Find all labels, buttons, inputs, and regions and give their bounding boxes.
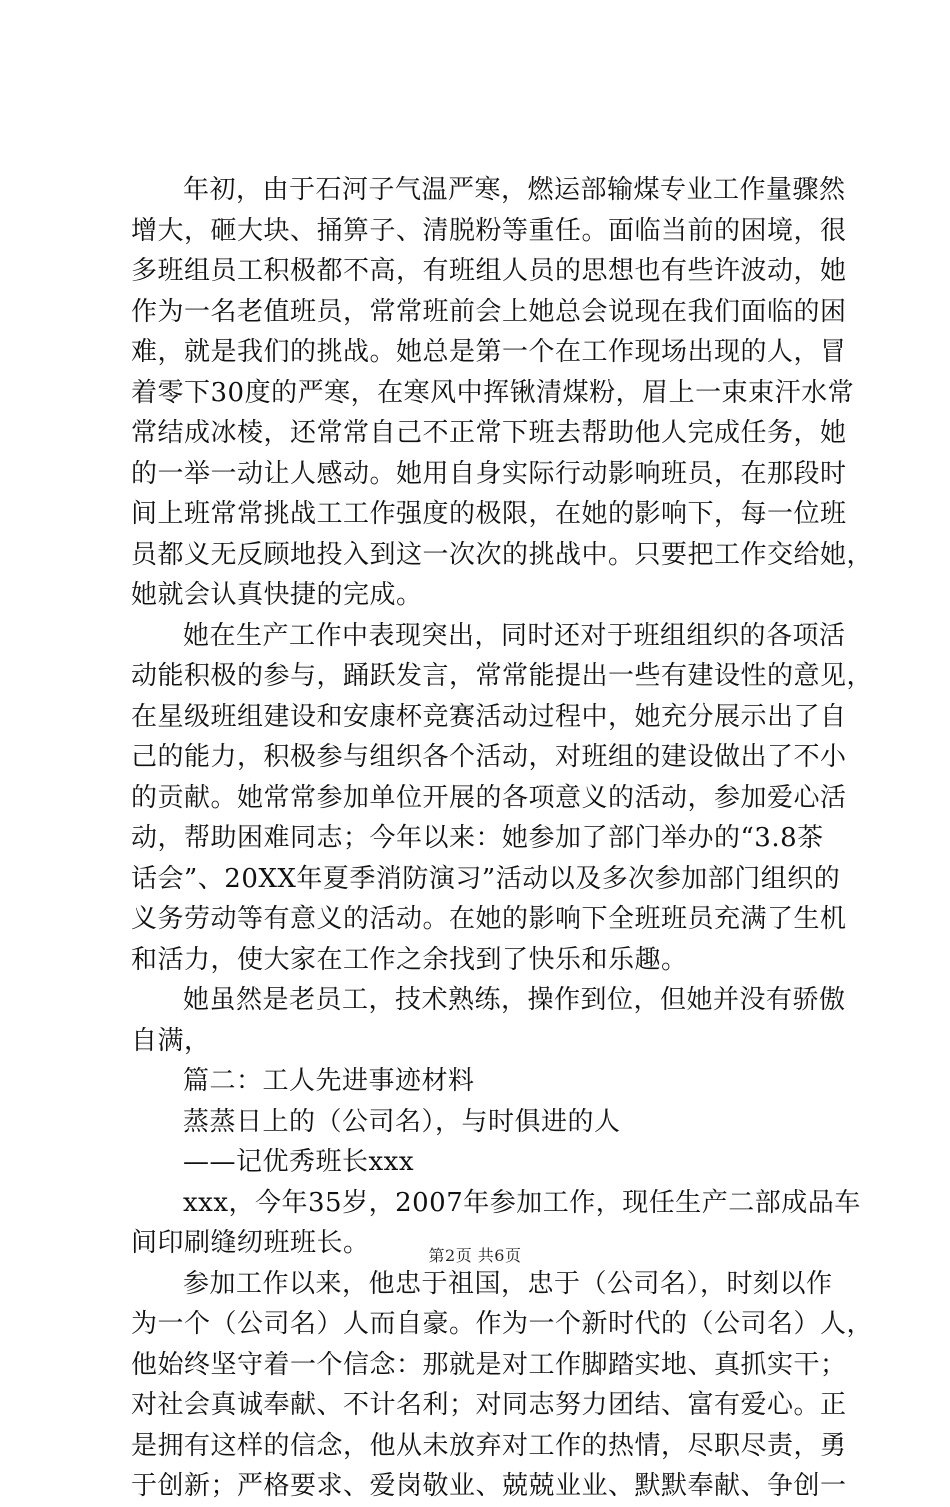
text-line: 动能积极的参与，踊跃发言，常常能提出一些有建设性的意见， xyxy=(131,661,874,691)
document-body xyxy=(131,170,874,1507)
text-line: 话会”、20XX年夏季消防演习”活动以及多次参加部门组织的 xyxy=(131,863,841,894)
text-line: 增大，砸大块、捅箅子、清脱粉等重任。面临当前的困境，很 xyxy=(131,215,847,246)
text-line: 她在生产工作中表现突出，同时还对于班组组织的各项活 xyxy=(183,620,846,651)
text-line: 参加工作以来，他忠于祖国，忠于（公司名），时刻以作 xyxy=(183,1268,833,1299)
text-line: 她就会认真快捷的完成。 xyxy=(131,580,423,610)
text-line: 义务劳动等有意义的活动。在她的影响下全班班员充满了生机 xyxy=(131,904,847,934)
text-line: 的贡献。她常常参加单位开展的各项意义的活动，参加爱心活 xyxy=(131,782,847,813)
text-line: 在星级班组建设和安康杯竞赛活动过程中，她充分展示出了自 xyxy=(131,701,847,732)
text-line: 蒸蒸日上的（公司名），与时俱进的人 xyxy=(183,1106,621,1137)
text-line: 年初，由于石河子气温严寒，燃运部输煤专业工作量骤然 xyxy=(183,175,846,205)
text-line: 和活力，使大家在工作之余找到了快乐和乐趣。 xyxy=(131,944,688,975)
text-line: ——记优秀班长xxx xyxy=(183,1147,414,1177)
text-line: 他始终坚守着一个信念：那就是对工作脚踏实地、真抓实干； xyxy=(131,1349,847,1380)
text-line: 间上班常常挑战工工作强度的极限，在她的影响下，每一位班 xyxy=(131,499,847,529)
text-line: 是拥有这样的信念，他从未放弃对工作的热情，尽职尽责，勇 xyxy=(131,1430,847,1461)
text-line: 为一个（公司名）人而自豪。作为一个新时代的（公司名）人， xyxy=(131,1309,874,1339)
page-footer: 第2页 共6页 xyxy=(428,1246,522,1265)
text-line: 着零下30度的严寒，在寒风中挥锹清煤粉，眉上一束束汗水常 xyxy=(131,377,855,408)
text-line: 她虽然是老员工，技术熟练，操作到位，但她并没有骄傲 xyxy=(183,985,846,1015)
text-line: 员都义无反顾地投入到这一次次的挑战中。只要把工作交给她， xyxy=(131,539,874,570)
text-line: 动，帮助困难同志；今年以来：她参加了部门举办的“3.8茶 xyxy=(131,823,824,853)
text-line: 自满， xyxy=(131,1025,211,1056)
text-line: 难，就是我们的挑战。她总是第一个在工作现场出现的人，冒 xyxy=(131,337,847,367)
text-line: 对社会真诚奉献、不计名利；对同志努力团结、富有爱心。正 xyxy=(131,1390,847,1420)
text-line: 多班组员工积极都不高，有班组人员的思想也有些许波动，她 xyxy=(131,256,847,286)
text-line: 作为一名老值班员，常常班前会上她总会说现在我们面临的困 xyxy=(131,296,847,327)
text-line: 间印刷缝纫班班长。 xyxy=(131,1228,370,1258)
text-line: xxx，今年35岁，2007年参加工作，现任生产二部成品车 xyxy=(183,1187,861,1218)
text-line: 常结成冰棱，还常常自己不正常下班去帮助他人完成任务，她 xyxy=(131,418,847,448)
text-line: 己的能力，积极参与组织各个活动，对班组的建设做出了不小 xyxy=(131,742,847,772)
text-line: 篇二：工人先进事迹材料 xyxy=(183,1066,475,1096)
text-line: 的一举一动让人感动。她用自身实际行动影响班员，在那段时 xyxy=(131,458,847,489)
text-line: 于创新；严格要求、爱岗敬业、兢兢业业、默默奉献、争创一 xyxy=(131,1471,847,1501)
